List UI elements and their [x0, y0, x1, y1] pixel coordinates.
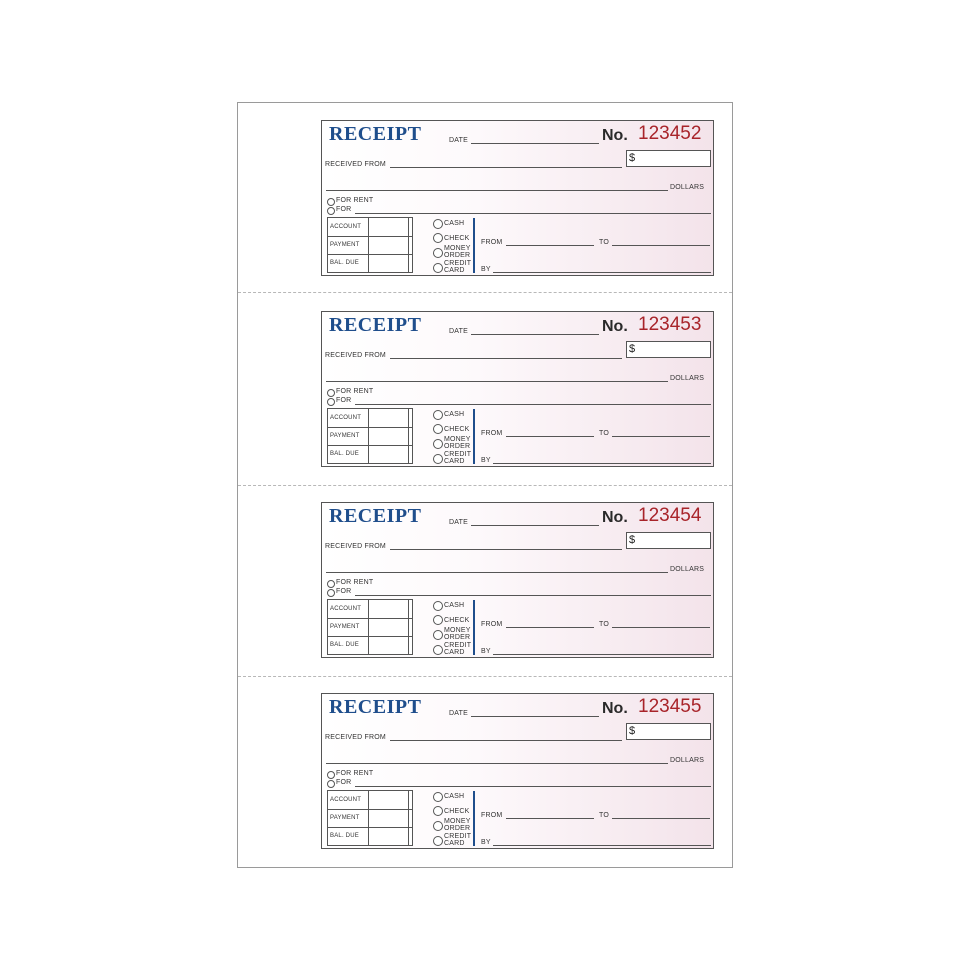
amount-field[interactable]: [626, 532, 711, 549]
receipt-number: 123453: [638, 314, 702, 335]
for-rent-radio[interactable]: [327, 198, 335, 206]
check-radio[interactable]: [433, 806, 443, 816]
to-field[interactable]: [612, 436, 710, 437]
account-row: [328, 409, 412, 428]
amount-field[interactable]: [626, 723, 711, 740]
money-order-radio[interactable]: [433, 630, 443, 640]
received-from-field[interactable]: [390, 549, 622, 550]
money-order-label: MONEY: [444, 436, 471, 443]
to-field[interactable]: [612, 818, 710, 819]
perforation-line: [238, 292, 732, 293]
dollars-label: DOLLARS: [670, 757, 705, 764]
from-field[interactable]: [506, 818, 594, 819]
amount-words-field[interactable]: [326, 381, 668, 382]
receipt-form: [321, 120, 714, 276]
by-label: BY: [481, 648, 491, 655]
for-rent-label: FOR RENT: [336, 770, 374, 777]
account-row: [328, 791, 412, 810]
account-table: [327, 217, 413, 273]
amount-words-field[interactable]: [326, 763, 668, 764]
check-radio[interactable]: [433, 424, 443, 434]
number-label: No.: [602, 318, 628, 335]
receipt-form: [321, 311, 714, 467]
for-rent-label: FOR RENT: [336, 388, 374, 395]
to-label: TO: [599, 812, 609, 819]
receipt-form: [321, 502, 714, 658]
bal-due-label: BAL. DUE: [330, 642, 359, 648]
credit-card-radio[interactable]: [433, 645, 443, 655]
cash-label: CASH: [444, 220, 465, 227]
date-label: DATE: [449, 328, 468, 335]
cash-label: CASH: [444, 411, 465, 418]
date-field[interactable]: [471, 525, 599, 526]
for-field[interactable]: [355, 595, 711, 596]
check-label: CHECK: [444, 617, 470, 624]
received-from-label: RECEIVED FROM: [325, 352, 386, 359]
money-order-radio[interactable]: [433, 439, 443, 449]
account-table: [327, 408, 413, 464]
account-row: [328, 600, 412, 619]
for-radio[interactable]: [327, 207, 335, 215]
perforation-line: [238, 676, 732, 677]
receipt-title: RECEIPT: [329, 314, 422, 336]
money-order-label: ORDER: [444, 825, 471, 832]
dollars-label: DOLLARS: [670, 566, 705, 573]
for-rent-radio[interactable]: [327, 771, 335, 779]
for-radio[interactable]: [327, 589, 335, 597]
received-from-label: RECEIVED FROM: [325, 543, 386, 550]
account-table: [327, 790, 413, 846]
divider-bar: [473, 218, 475, 273]
dollars-label: DOLLARS: [670, 375, 705, 382]
to-field[interactable]: [612, 627, 710, 628]
check-label: CHECK: [444, 426, 470, 433]
bal-due-label: BAL. DUE: [330, 833, 359, 839]
by-label: BY: [481, 266, 491, 273]
credit-card-label: CREDIT: [444, 451, 472, 458]
number-label: No.: [602, 509, 628, 526]
for-field[interactable]: [355, 213, 711, 214]
received-from-field[interactable]: [390, 358, 622, 359]
receipt-number: 123452: [638, 123, 702, 144]
to-label: TO: [599, 430, 609, 437]
account-label: ACCOUNT: [330, 797, 362, 803]
to-label: TO: [599, 621, 609, 628]
bal-due-row: [328, 254, 412, 272]
by-field[interactable]: [493, 463, 711, 464]
from-label: FROM: [481, 621, 503, 628]
receipt-sheet: [237, 102, 733, 868]
dollar-sign: $: [629, 152, 636, 164]
number-label: No.: [602, 700, 628, 717]
dollars-label: DOLLARS: [670, 184, 705, 191]
money-order-label: MONEY: [444, 627, 471, 634]
by-label: BY: [481, 457, 491, 464]
bal-due-row: [328, 827, 412, 845]
check-label: CHECK: [444, 235, 470, 242]
from-label: FROM: [481, 812, 503, 819]
bal-due-row: [328, 445, 412, 463]
received-from-label: RECEIVED FROM: [325, 161, 386, 168]
dollar-sign: $: [629, 343, 636, 355]
for-label: FOR: [336, 779, 352, 786]
money-order-label: MONEY: [444, 818, 471, 825]
from-field[interactable]: [506, 627, 594, 628]
dollar-sign: $: [629, 725, 636, 737]
for-radio[interactable]: [327, 780, 335, 788]
receipt-number: 123454: [638, 505, 702, 526]
account-row: [328, 218, 412, 237]
for-label: FOR: [336, 397, 352, 404]
divider-bar: [473, 600, 475, 655]
date-field[interactable]: [471, 716, 599, 717]
payment-label: PAYMENT: [330, 624, 360, 630]
from-label: FROM: [481, 430, 503, 437]
payment-label: PAYMENT: [330, 242, 360, 248]
money-order-label: ORDER: [444, 252, 471, 259]
by-field[interactable]: [493, 654, 711, 655]
receipt-title: RECEIPT: [329, 123, 422, 145]
date-label: DATE: [449, 710, 468, 717]
number-label: No.: [602, 127, 628, 144]
bal-due-row: [328, 636, 412, 654]
cash-radio[interactable]: [433, 792, 443, 802]
receipt-number: 123455: [638, 696, 702, 717]
account-table: [327, 599, 413, 655]
dollar-sign: $: [629, 534, 636, 546]
received-from-label: RECEIVED FROM: [325, 734, 386, 741]
money-order-label: ORDER: [444, 634, 471, 641]
cash-label: CASH: [444, 602, 465, 609]
amount-words-field[interactable]: [326, 572, 668, 573]
receipt-title: RECEIPT: [329, 505, 422, 527]
amount-words-field[interactable]: [326, 190, 668, 191]
date-field[interactable]: [471, 143, 599, 144]
money-order-label: MONEY: [444, 245, 471, 252]
check-radio[interactable]: [433, 615, 443, 625]
credit-card-label: CREDIT: [444, 833, 472, 840]
check-radio[interactable]: [433, 233, 443, 243]
for-rent-radio[interactable]: [327, 389, 335, 397]
payment-label: PAYMENT: [330, 815, 360, 821]
divider-bar: [473, 409, 475, 464]
cash-radio[interactable]: [433, 601, 443, 611]
money-order-label: ORDER: [444, 443, 471, 450]
credit-card-label: CARD: [444, 840, 465, 847]
account-label: ACCOUNT: [330, 224, 362, 230]
divider-bar: [473, 791, 475, 846]
bal-due-label: BAL. DUE: [330, 260, 359, 266]
account-label: ACCOUNT: [330, 606, 362, 612]
from-field[interactable]: [506, 436, 594, 437]
receipt-form: [321, 693, 714, 849]
from-label: FROM: [481, 239, 503, 246]
by-label: BY: [481, 839, 491, 846]
date-label: DATE: [449, 137, 468, 144]
cash-radio[interactable]: [433, 219, 443, 229]
for-rent-label: FOR RENT: [336, 579, 374, 586]
credit-card-radio[interactable]: [433, 836, 443, 846]
payment-label: PAYMENT: [330, 433, 360, 439]
payment-row: [328, 618, 412, 637]
check-label: CHECK: [444, 808, 470, 815]
account-label: ACCOUNT: [330, 415, 362, 421]
credit-card-label: CREDIT: [444, 642, 472, 649]
cash-label: CASH: [444, 793, 465, 800]
credit-card-label: CARD: [444, 267, 465, 274]
for-rent-label: FOR RENT: [336, 197, 374, 204]
for-label: FOR: [336, 588, 352, 595]
received-from-field[interactable]: [390, 740, 622, 741]
to-field[interactable]: [612, 245, 710, 246]
to-label: TO: [599, 239, 609, 246]
for-field[interactable]: [355, 404, 711, 405]
date-field[interactable]: [471, 334, 599, 335]
for-rent-radio[interactable]: [327, 580, 335, 588]
date-label: DATE: [449, 519, 468, 526]
credit-card-label: CREDIT: [444, 260, 472, 267]
amount-field[interactable]: [626, 150, 711, 167]
by-field[interactable]: [493, 272, 711, 273]
money-order-radio[interactable]: [433, 821, 443, 831]
from-field[interactable]: [506, 245, 594, 246]
cash-radio[interactable]: [433, 410, 443, 420]
credit-card-label: CARD: [444, 649, 465, 656]
perforation-line: [238, 485, 732, 486]
bal-due-label: BAL. DUE: [330, 451, 359, 457]
credit-card-label: CARD: [444, 458, 465, 465]
received-from-field[interactable]: [390, 167, 622, 168]
for-label: FOR: [336, 206, 352, 213]
for-field[interactable]: [355, 786, 711, 787]
credit-card-radio[interactable]: [433, 263, 443, 273]
amount-field[interactable]: [626, 341, 711, 358]
for-radio[interactable]: [327, 398, 335, 406]
money-order-radio[interactable]: [433, 248, 443, 258]
credit-card-radio[interactable]: [433, 454, 443, 464]
payment-row: [328, 427, 412, 446]
payment-row: [328, 809, 412, 828]
by-field[interactable]: [493, 845, 711, 846]
payment-row: [328, 236, 412, 255]
receipt-title: RECEIPT: [329, 696, 422, 718]
